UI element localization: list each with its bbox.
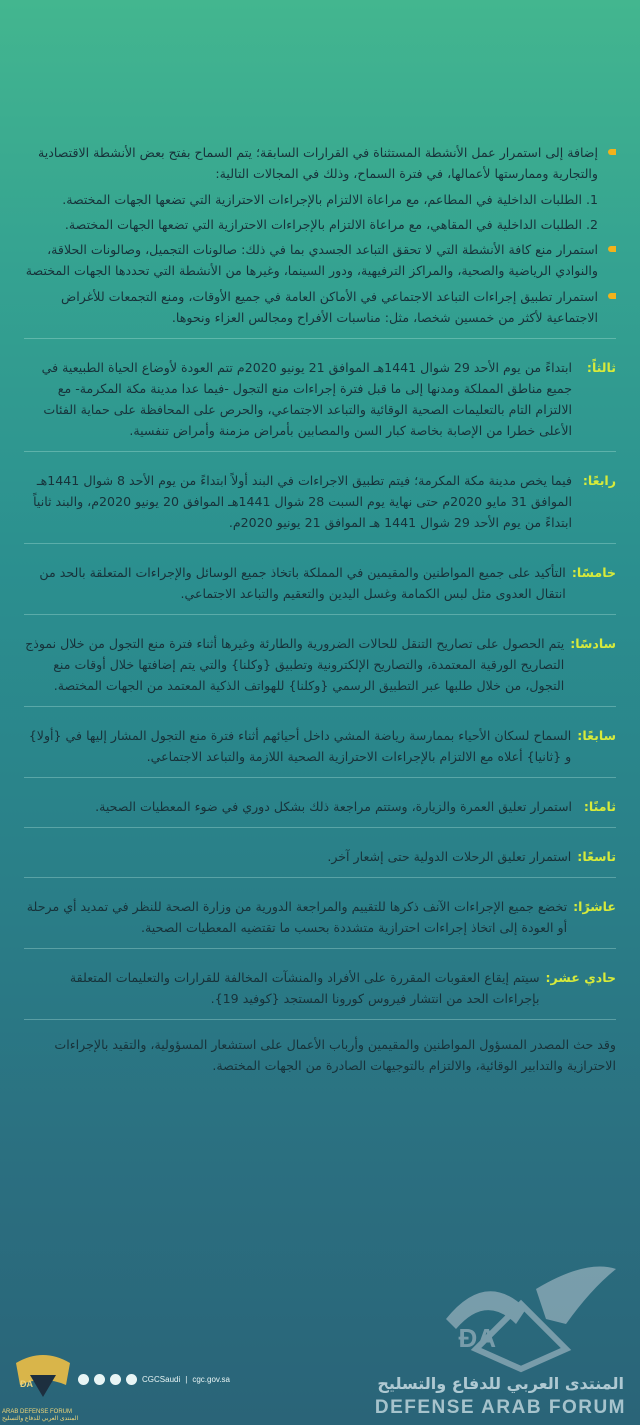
watermark-text-en: DEFENSE ARAB FORUM: [374, 1397, 626, 1418]
section-label: خامسًا:: [571, 565, 616, 580]
numbered-item: [24, 189, 616, 210]
bullet-icon: [606, 292, 616, 300]
section-text: سيتم إيقاع العقوبات المقررة على الأفراد والمنشآت المخالفة للقرارات والتعليمات المتعلقة بإجراءات الحد من انتشار فيروس كورونا المستجد {كوفيد 19}.: [69, 970, 540, 1006]
section-11: [24, 959, 616, 1009]
logo-text-en: ARAB DEFENSE FORUM: [2, 1409, 73, 1415]
bullet-text: إضافة إلى استمرار عمل الأنشطة المستثناة في القرارات السابقة؛ يتم السماح بفتح بعض الأنشطة الاقتصادية والتجارية وممارستها لأعمالها، في فترة السماح، وذلك في المجالات التالية:: [38, 145, 598, 181]
section-7: [24, 717, 616, 767]
bullet-icon: [606, 148, 616, 156]
website-link[interactable]: cgc.gov.sa: [192, 1375, 230, 1384]
divider: [24, 543, 616, 544]
section-text: استمرار تعليق العمرة والزيارة، وستتم مراجعة ذلك بشكل دوري في ضوء المعطيات الصحية.: [95, 799, 572, 814]
svg-text:ÐA: ÐA: [458, 1323, 496, 1353]
footer-separator: |: [185, 1375, 188, 1384]
section-text: تخضع جميع الإجراءات الآنف ذكرها للتقييم والمراجعة الدورية من وزارة الصحة للنظر في تمديد أي مرحلة أو العودة إلى اتخاذ إجراءات احترازية متشددة بحسب ما تقتضيه المعطيات الصحية.: [26, 899, 568, 935]
facebook-icon[interactable]: [78, 1374, 89, 1385]
numbered-item: [24, 214, 616, 235]
divider: [24, 877, 616, 878]
bullet-item: [24, 286, 616, 328]
section-text: فيما يخص مدينة مكة المكرمة؛ فيتم تطبيق الاجراءات في البند أولاً ابتداءً من يوم الأحد 8 شوال 1441هـ الموافق 31 مايو 2020م حتى نهاية يوم السبت 28 شوال 1441هـ الموافق 20 يونيو 2020م، والبند ثانياً ابتداءً من يوم الأحد 29 شوال 1441 هـ الموافق 21 يونيو 2020م.: [33, 473, 572, 530]
section-text: يتم الحصول على تصاريح التنقل للحالات الضرورية والطارئة وغيرها أثناء فترة منع التجول من خلال نموذج التصاريح الورقية المعتمدة، والتصاريح الإلكترونية وتطبيق {وكلنا} والتي يتم إضافتها خلال أوقات منع التجول، من خلال طلبها عبر التطبيق الرسمي {وكلنا} للهواتف الذكية المعتمد من الجهات المختصة.: [25, 636, 565, 693]
section-4: [24, 462, 616, 533]
bullet-icon: [606, 245, 616, 253]
section-label: عاشرًا:: [573, 899, 616, 914]
divider: [24, 451, 616, 452]
divider: [24, 827, 616, 828]
section-label: ثامنًا:: [583, 799, 616, 814]
instagram-icon[interactable]: [94, 1374, 105, 1385]
divider: [24, 1019, 616, 1020]
section-label: حادي عشر:: [545, 970, 616, 985]
section-label: رابعًا:: [582, 473, 616, 488]
forum-emblem-logo: [8, 1345, 78, 1415]
section-label: سادسًا:: [570, 636, 616, 651]
section-text: ابتداءً من يوم الأحد 29 شوال 1441هـ الموافق 21 يونيو 2020م تتم العودة لأوضاع الحياة الطبيعية في جميع مناطق المملكة ومدنها إلى ما قبل فترة إجراءات منع التجول -فيما عدا مدينة مكة المكرمة- مع الالتزام التام بالتعليمات الصحية الوقائية والتباعد الاجتماعي، والحرص على المحافظة على حماية الفئات الأعلى خطرا من الإصابة بخاصة كبار السن والمصابين بأمراض مزمنة وأمراض تنفسية.: [41, 360, 572, 438]
youtube-icon[interactable]: [110, 1374, 121, 1385]
section-6: [24, 625, 616, 696]
bullet-item: [24, 239, 616, 281]
section-3: [24, 349, 616, 441]
forum-emblem-caption: [2, 1409, 98, 1423]
divider: [24, 338, 616, 339]
section-label: سابعًا:: [577, 728, 616, 743]
twitter-icon[interactable]: [126, 1374, 137, 1385]
section-8: [24, 788, 616, 817]
social-handle[interactable]: CGCSaudi: [142, 1375, 181, 1384]
section-10: [24, 888, 616, 938]
footer-social: [78, 1374, 230, 1385]
divider: [24, 777, 616, 778]
section-9: [24, 838, 616, 867]
section-5: [24, 554, 616, 604]
numbered-text: 1. الطلبات الداخلية في المطاعم، مع مراعاة الالتزام بالإجراءات الاحترازية التي تضعها الجهات المختصة.: [62, 192, 598, 207]
divider: [24, 614, 616, 615]
logo-text-ar: المنتدى العربي للدفاع والتسليح: [2, 1416, 79, 1422]
section-text: التأكيد على جميع المواطنين والمقيمين في المملكة باتخاذ جميع الوسائل والإجراءات المتعلقة بالحد من انتقال العدوى مثل لبس الكمامة وغسل اليدين والتعقيم والتباعد الاجتماعي.: [39, 565, 566, 601]
watermark-text-ar: المنتدى العربي للدفاع والتسليح: [377, 1374, 624, 1393]
numbered-text: 2. الطلبات الداخلية في المقاهي، مع مراعاة الالتزام بالإجراءات الاحترازية التي تضعها الجهات المختصة.: [64, 217, 598, 232]
forum-watermark-logo: [416, 1249, 626, 1419]
divider: [24, 706, 616, 707]
section-text: استمرار تعليق الرحلات الدولية حتى إشعار آخر.: [327, 849, 572, 864]
bullet-text: استمرار منع كافة الأنشطة التي لا تحقق التباعد الجسدي بما في ذلك: صالونات التجميل، وصالونات الحلاقة، والنوادي الرياضية والصحية، والمراكز الترفيهية، ودور السينما، وغيرها من الأنشطة التي تحددها الجهات المختصة: [25, 242, 598, 278]
divider: [24, 948, 616, 949]
intro-bullet: [24, 142, 616, 184]
section-label: تاسعًا:: [577, 849, 616, 864]
section-text: السماح لسكان الأحياء بممارسة رياضة المشي داخل أحيائهم أثناء فترة منع التجول المشار إليها في {أولا} و {ثانيا} أعلاه مع الالتزام بالإجراءات الاحترازية الصحية اللازمة والتباعد الاجتماعي.: [28, 728, 572, 764]
svg-text:ÐA: ÐA: [20, 1379, 33, 1389]
document-body: [24, 142, 616, 1076]
bullet-text: استمرار تطبيق إجراءات التباعد الاجتماعي في الأماكن العامة في جميع الأوقات، ومنع التجمعات للأغراض الاجتماعية لأكثر من خمسين شخصا، مثل: مناسبات الأفراح ومجالس العزاء ونحوها.: [61, 289, 598, 325]
section-label: ثالثاً:: [586, 360, 616, 375]
closing-paragraph: وقد حث المصدر المسؤول المواطنين والمقيمين وأرباب الأعمال على استشعار المسؤولية، والتقيد بالإجراءات الاحترازية والتدابير الوقائية، والالتزام بالتوجيهات الصادرة من الجهات المختصة.: [54, 1037, 616, 1073]
